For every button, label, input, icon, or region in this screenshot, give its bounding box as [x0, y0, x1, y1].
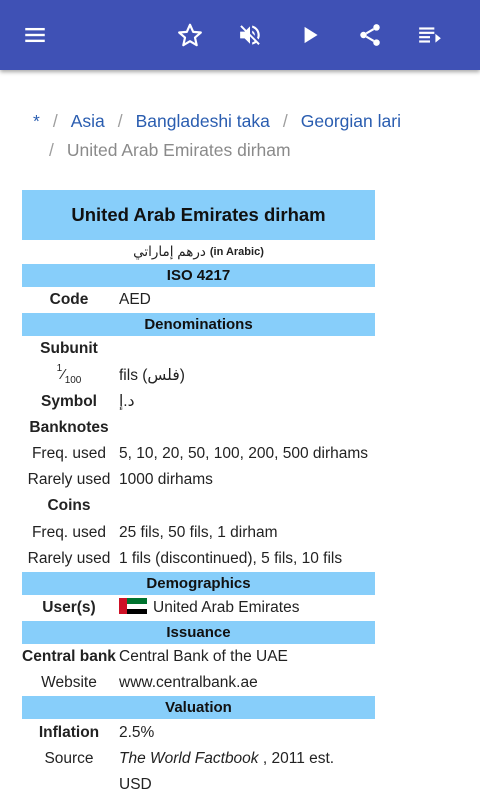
- row-subunit: [22, 336, 375, 362]
- source-value: [116, 750, 334, 768]
- section-iso-4217: ISO 4217: [22, 264, 375, 287]
- pegged-value[interactable]: USD: [119, 775, 152, 793]
- users-value-wrap: [116, 598, 299, 617]
- breadcrumb-asia[interactable]: Asia: [70, 111, 105, 131]
- code-value: AED: [119, 291, 151, 309]
- symbol-value: د.إ: [119, 393, 135, 411]
- breadcrumb-root[interactable]: *: [33, 111, 40, 131]
- source-year: , 2011 est.: [258, 749, 335, 767]
- coins-rare-label: Rarely used: [27, 549, 111, 567]
- breadcrumb-separator: /: [282, 111, 288, 131]
- breadcrumb-separator: /: [49, 140, 54, 160]
- uae-flag-icon: [119, 598, 147, 614]
- row-inflation: [22, 719, 375, 745]
- row-subunit-fraction: [22, 362, 375, 388]
- row-source: [22, 746, 375, 772]
- app-toolbar: [0, 0, 480, 70]
- fraction-denominator: 100: [64, 374, 82, 386]
- star-icon[interactable]: [172, 17, 208, 53]
- row-code: [22, 287, 375, 313]
- row-central-bank: [22, 644, 375, 670]
- row-pegged: [22, 772, 375, 798]
- website-label: Website: [41, 674, 97, 692]
- row-symbol: [22, 389, 375, 415]
- row-coins: [22, 493, 375, 519]
- banknotes-freq-label: Freq. used: [31, 445, 107, 463]
- coins-rare-value: 1 fils (discontinued), 5 fils, 10 fils: [119, 549, 343, 567]
- row-banknotes: [22, 415, 375, 441]
- play-icon[interactable]: [292, 17, 328, 53]
- symbol-label: Symbol: [41, 392, 97, 410]
- playlist-icon[interactable]: [412, 17, 448, 53]
- code-label: Code: [49, 291, 89, 309]
- share-icon[interactable]: [352, 17, 388, 53]
- section-valuation: Valuation: [22, 696, 375, 719]
- coins-label: Coins: [47, 497, 91, 515]
- subunit-value: fils (فلس): [119, 366, 185, 384]
- row-coins-rare: [22, 546, 375, 572]
- users-label: User(s): [42, 598, 96, 616]
- coins-freq-label: Freq. used: [31, 523, 107, 541]
- coins-freq-value: 25 fils, 50 fils, 1 dirham: [119, 523, 278, 541]
- section-denominations: Denominations: [22, 313, 375, 336]
- row-banknotes-rare: [22, 467, 375, 493]
- breadcrumb-current: United Arab Emirates dirham: [66, 140, 291, 160]
- currency-infobox: [22, 190, 375, 798]
- banknotes-rare-label: Rarely used: [27, 471, 111, 489]
- breadcrumb-separator: /: [52, 111, 58, 131]
- central-bank-label: Central bank: [22, 648, 116, 666]
- breadcrumb-bangladeshi-taka[interactable]: Bangladeshi taka: [135, 111, 270, 131]
- source-label: Source: [44, 749, 94, 767]
- breadcrumb: [33, 108, 453, 160]
- row-website: [22, 670, 375, 696]
- subunit-fraction: [22, 362, 116, 386]
- fraction-separator: ⁄: [62, 365, 65, 383]
- row-users: [22, 595, 375, 621]
- banknotes-rare-value: 1000 dirhams: [119, 471, 213, 489]
- row-banknotes-freq: [22, 441, 375, 467]
- infobox-title: United Arab Emirates dirham: [22, 190, 375, 240]
- menu-icon[interactable]: [17, 17, 53, 53]
- banknotes-label: Banknotes: [29, 418, 109, 436]
- section-demographics: Demographics: [22, 572, 375, 595]
- fraction-numerator: 1: [56, 362, 63, 374]
- native-name: [22, 240, 375, 264]
- users-value[interactable]: United Arab Emirates: [153, 599, 300, 617]
- inflation-label: Inflation: [38, 723, 100, 741]
- breadcrumb-separator: /: [117, 111, 123, 131]
- central-bank-value[interactable]: Central Bank of the UAE: [119, 648, 288, 666]
- volume-off-icon[interactable]: [232, 17, 268, 53]
- subunit-label: Subunit: [40, 340, 98, 358]
- source-title[interactable]: The World Factbook: [119, 749, 259, 767]
- native-name-arabic: درهم إماراتي: [133, 244, 206, 259]
- banknotes-freq-value: 5, 10, 20, 50, 100, 200, 500 dirhams: [119, 445, 369, 463]
- website-value[interactable]: www.centralbank.ae: [119, 674, 258, 692]
- inflation-value: 2.5%: [119, 723, 155, 741]
- row-coins-freq: [22, 520, 375, 546]
- section-issuance: Issuance: [22, 621, 375, 644]
- breadcrumb-georgian-lari[interactable]: Georgian lari: [300, 111, 401, 131]
- native-name-language: (in Arabic): [209, 246, 264, 258]
